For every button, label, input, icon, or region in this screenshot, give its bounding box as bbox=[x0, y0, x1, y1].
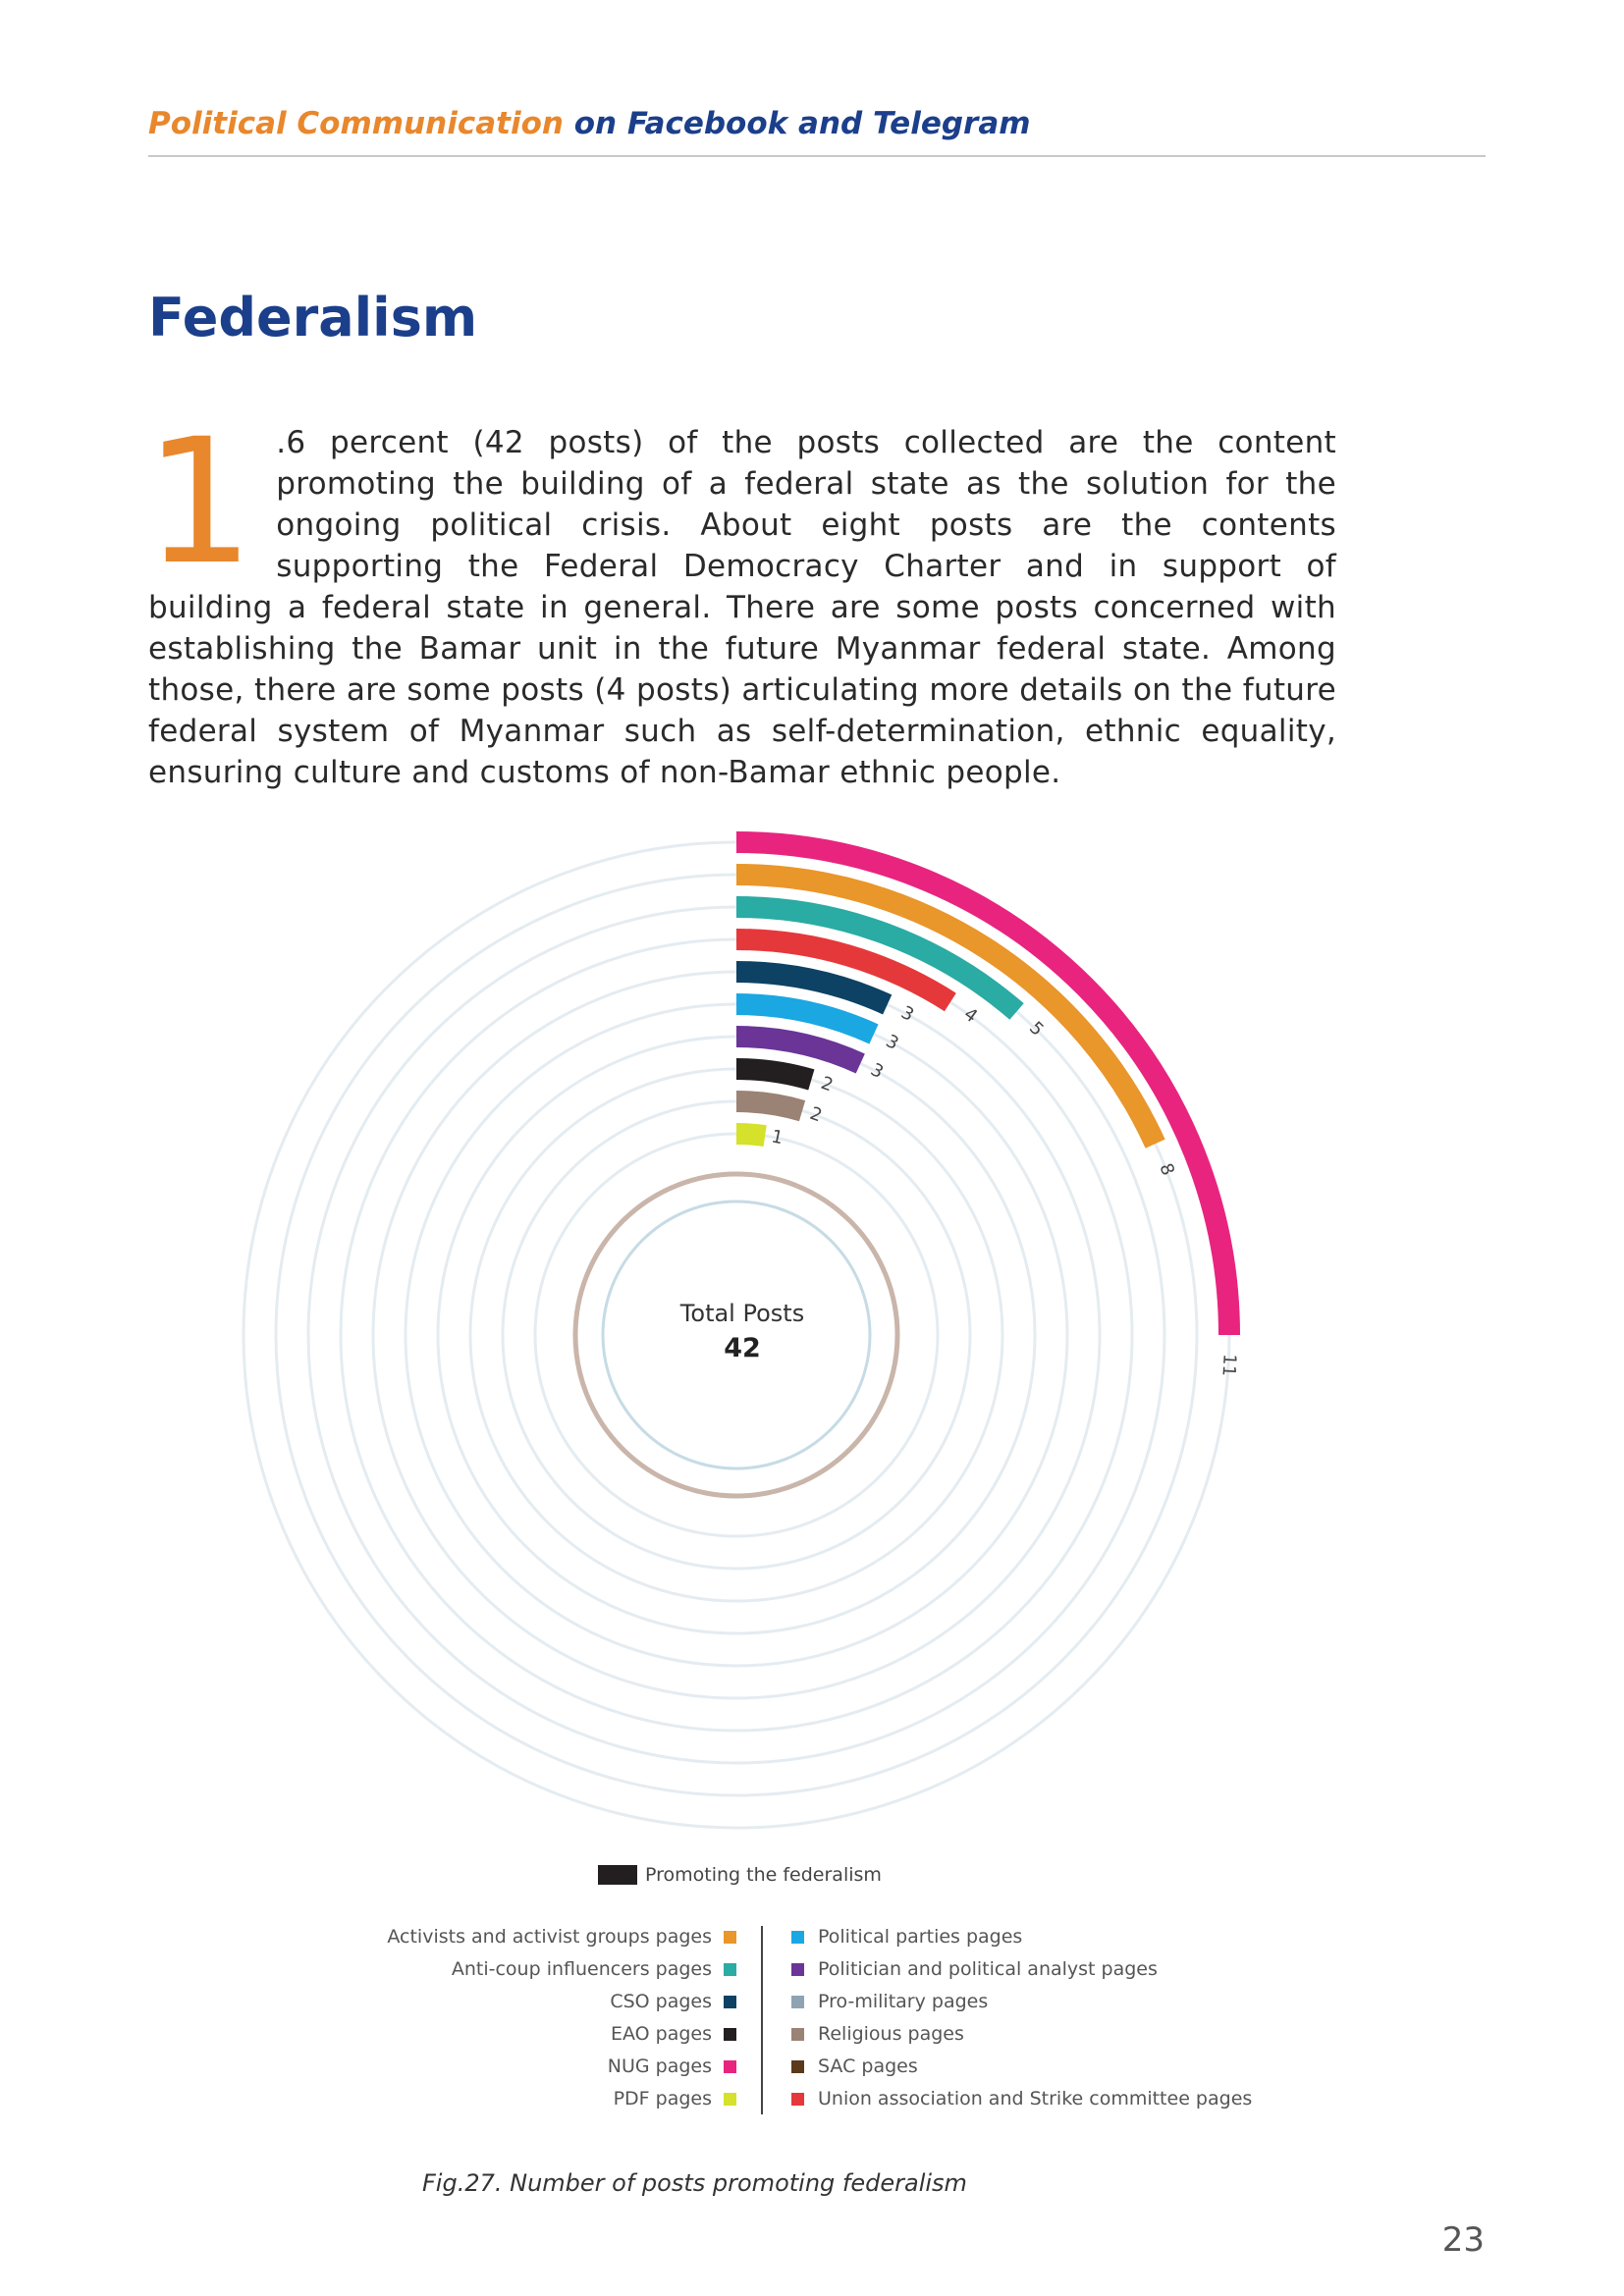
bar-arc bbox=[736, 1069, 811, 1080]
legend-left-item-swatch bbox=[724, 2060, 736, 2073]
guide-ring bbox=[244, 842, 1229, 1828]
guide-ring bbox=[470, 1069, 1002, 1601]
legend-left-item-swatch bbox=[724, 1931, 736, 1944]
legend-right-item bbox=[791, 2051, 1252, 2083]
bar-arc bbox=[736, 939, 950, 1002]
legend-left-item bbox=[387, 2051, 736, 2083]
drop-cap: 1 bbox=[144, 401, 255, 603]
legend-right-item-swatch bbox=[791, 2028, 804, 2041]
bar-arc bbox=[736, 907, 1017, 1011]
bar-value-label: 3 bbox=[882, 1031, 902, 1055]
bar-arc bbox=[736, 1037, 860, 1063]
guide-ring bbox=[406, 1004, 1067, 1666]
legend-left-item-label: CSO pages bbox=[610, 1991, 712, 2012]
bar-value-label: 1 bbox=[769, 1126, 785, 1149]
series-legend-label: Promoting the federalism bbox=[645, 1864, 882, 1886]
bar-value-label: 3 bbox=[867, 1059, 888, 1084]
legend-left-item bbox=[387, 2018, 736, 2051]
legend-right-item bbox=[791, 1953, 1252, 1986]
section-title: Federalism bbox=[148, 287, 478, 348]
bar-value-label: 3 bbox=[897, 1002, 918, 1026]
legend-left-item-label: Anti-coup influencers pages bbox=[451, 1958, 712, 1980]
series-legend bbox=[598, 1864, 882, 1886]
bar-arc bbox=[736, 1004, 874, 1034]
center-label: Total Posts bbox=[679, 1300, 805, 1327]
inner-ring-inner bbox=[603, 1201, 870, 1468]
legend-right-item-label: SAC pages bbox=[818, 2056, 918, 2077]
bar-value-label: 11 bbox=[1218, 1353, 1240, 1377]
bar-arc bbox=[736, 1134, 765, 1136]
header-rule bbox=[148, 155, 1486, 157]
legend-divider bbox=[761, 1926, 763, 2114]
legend-left-item bbox=[387, 1953, 736, 1986]
legend-right-item bbox=[791, 1986, 1252, 2018]
inner-ring-outer bbox=[575, 1174, 897, 1496]
body-paragraph bbox=[144, 401, 1336, 793]
bar-arc bbox=[736, 875, 1156, 1144]
guide-ring bbox=[503, 1101, 970, 1569]
bar-value-label: 4 bbox=[959, 1003, 982, 1028]
legend-right-item-label: Union association and Strike committee pages bbox=[818, 2088, 1253, 2109]
bar-value-label: 2 bbox=[807, 1102, 825, 1127]
bar-arc bbox=[736, 972, 888, 1004]
legend-left-item-swatch bbox=[724, 1963, 736, 1976]
guide-ring bbox=[276, 875, 1197, 1795]
center-total: 42 bbox=[724, 1333, 761, 1363]
bar-value-label: 5 bbox=[1025, 1017, 1048, 1041]
legend-left-item bbox=[387, 1986, 736, 2018]
legend-right-item-label: Religious pages bbox=[818, 2023, 964, 2045]
legend-left-item-swatch bbox=[724, 1996, 736, 2008]
bar-arc bbox=[736, 842, 1229, 1335]
guide-ring bbox=[341, 939, 1132, 1731]
legend-right-item-swatch bbox=[791, 1963, 804, 1976]
legend-right-item-swatch bbox=[791, 2060, 804, 2073]
guide-ring bbox=[308, 907, 1164, 1763]
guide-ring bbox=[535, 1134, 938, 1536]
legend-right-item-label: Pro-military pages bbox=[818, 1991, 989, 2012]
legend-left-item-label: EAO pages bbox=[610, 2023, 712, 2045]
body-text: .6 percent (42 posts) of the posts collected are the content promoting the building of a federal state as the solution for the ongoing political crisis. About eight posts are the contents supporting the Federal Democracy Charter and in support of building a federal state in general. There are some posts concerned with establishing the Bamar unit in the future Myanmar federal state. Among those, there are some posts (4 posts) articulating more details on the future federal system of Myanmar such as self-determination, ethnic equality, ensuring culture and customs of non-Bamar ethnic people. bbox=[148, 425, 1336, 790]
header-title-part2: on Facebook and Telegram bbox=[573, 106, 1031, 141]
guide-ring bbox=[438, 1037, 1035, 1633]
legend-left-item-label: PDF pages bbox=[613, 2088, 712, 2109]
legend-left-item-swatch bbox=[724, 2093, 736, 2106]
header-title-part1: Political Communication bbox=[148, 106, 564, 141]
legend-left-item-swatch bbox=[724, 2028, 736, 2041]
legend-left-item bbox=[387, 1921, 736, 1953]
legend-right-item-swatch bbox=[791, 1996, 804, 2008]
legend-left-item-label: Activists and activist groups pages bbox=[387, 1926, 712, 1948]
legend-right-item bbox=[791, 1921, 1252, 1953]
legend-left-item bbox=[387, 2083, 736, 2115]
guide-ring bbox=[373, 972, 1100, 1698]
legend-right-item-label: Politician and political analyst pages bbox=[818, 1958, 1158, 1980]
legend-right-item-swatch bbox=[791, 2093, 804, 2106]
legend-right-item bbox=[791, 2018, 1252, 2051]
series-legend-swatch bbox=[598, 1865, 637, 1885]
page-number: 23 bbox=[1441, 2220, 1485, 2260]
legend-left-column bbox=[387, 1921, 736, 2115]
legend-left-item-label: NUG pages bbox=[607, 2056, 712, 2077]
legend-right-item bbox=[791, 2083, 1252, 2115]
bar-value-label: 8 bbox=[1155, 1160, 1179, 1179]
figure-caption: Fig.27. Number of posts promoting federalism bbox=[422, 2169, 967, 2197]
legend-right-column bbox=[791, 1921, 1252, 2115]
legend-right-item-swatch bbox=[791, 1931, 804, 1944]
legend-right-item-label: Political parties pages bbox=[818, 1926, 1023, 1948]
bar-value-label: 2 bbox=[818, 1072, 837, 1096]
bar-arc bbox=[736, 1101, 802, 1111]
running-header bbox=[148, 106, 1486, 141]
